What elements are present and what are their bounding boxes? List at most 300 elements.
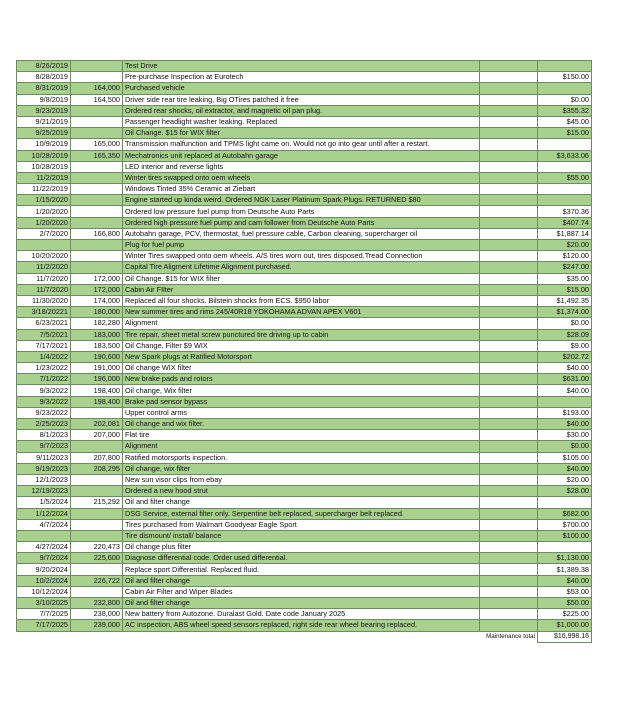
amount-cell: $105.00 [538,452,592,463]
date-cell: 10/28/2019 [17,150,71,161]
amount-cell: $40.00 [538,463,592,474]
amount-cell: $370.36 [538,206,592,217]
blank-cell [480,542,538,553]
blank-cell [480,575,538,586]
date-cell: 1/15/2020 [17,195,71,206]
mileage-cell [71,508,123,519]
description-cell: Purchased vehicle [123,83,480,94]
amount-cell: $100.00 [538,530,592,541]
table-row [17,441,592,452]
description-cell: Driver side rear tire leaking, Big OTires patched it free [123,94,480,105]
mileage-cell: 165,350 [71,150,123,161]
description-cell: Oil change WIX filter [123,363,480,374]
table-row [17,273,592,284]
table-row [17,318,592,329]
date-cell: 7/17/2021 [17,340,71,351]
blank-cell [480,441,538,452]
description-cell: New sun visor clips from ebay [123,474,480,485]
description-cell: Tire dismount/ install/ balance [123,530,480,541]
date-cell: 12/1/2023 [17,474,71,485]
date-cell: 9/21/2019 [17,116,71,127]
description-cell: Windows Tinted 35% Ceramic at Ziebart [123,184,480,195]
date-cell: 7/5/2021 [17,329,71,340]
mileage-cell: 190,600 [71,351,123,362]
mileage-cell: 164,000 [71,83,123,94]
maintenance-log-table [16,60,592,643]
amount-cell: $3,633.06 [538,150,592,161]
date-cell: 10/20/2020 [17,251,71,262]
blank-cell [480,620,538,631]
blank-cell [480,228,538,239]
blank-cell [480,598,538,609]
date-cell: 3/18/20221 [17,307,71,318]
description-cell: Oil and filter change [123,575,480,586]
amount-cell: $50.00 [538,598,592,609]
date-cell: 8/26/2019 [17,61,71,72]
description-cell: Oil Change, Filter $9 WIX [123,340,480,351]
mileage-cell [71,184,123,195]
blank-cell [480,452,538,463]
table-row [17,295,592,306]
description-cell: Alignment [123,318,480,329]
mileage-cell [71,161,123,172]
date-cell: 9/7/2023 [17,441,71,452]
description-cell: Passenger headlight washer leaking. Replaced [123,116,480,127]
date-cell: 8/31/2019 [17,83,71,94]
amount-cell: $15.00 [538,128,592,139]
table-row [17,486,592,497]
table-row [17,240,592,251]
blank-cell [480,497,538,508]
amount-cell [538,542,592,553]
blank-cell [480,105,538,116]
amount-cell: $35.00 [538,273,592,284]
blank-cell [480,240,538,251]
blank-cell [480,586,538,597]
date-cell: 1/23/2022 [17,363,71,374]
table-row [17,206,592,217]
table-row [17,83,592,94]
date-cell: 12/19/2023 [17,486,71,497]
table-row [17,217,592,228]
table-row [17,374,592,385]
mileage-cell [71,240,123,251]
mileage-cell: 183,500 [71,340,123,351]
date-cell: 9/25/2019 [17,128,71,139]
blank-cell [480,94,538,105]
amount-cell: $0.00 [538,441,592,452]
table-row [17,407,592,418]
blank-cell [480,72,538,83]
amount-cell [538,184,592,195]
amount-cell: $55.00 [538,172,592,183]
description-cell: Replace sport Differential. Replaced fluid. [123,564,480,575]
date-cell: 11/7/2020 [17,284,71,295]
table-row [17,452,592,463]
blank-cell [480,61,538,72]
amount-cell: $1,000.00 [538,620,592,631]
description-cell: LED interior and reverse lights [123,161,480,172]
mileage-cell [71,441,123,452]
description-cell: Mechatronics unit replaced at Autobahn garage [123,150,480,161]
table-row [17,553,592,564]
amount-cell [538,497,592,508]
amount-cell: $0.00 [538,94,592,105]
mileage-cell [71,206,123,217]
description-cell: Replaced all four shocks. Bilstein shocks from ECS. $950 labor [123,295,480,306]
description-cell: Brake pad sensor bypass [123,396,480,407]
blank-cell [480,217,538,228]
amount-cell [538,161,592,172]
date-cell: 9/19/2023 [17,463,71,474]
total-amount: $16,998.16 [538,631,592,642]
mileage-cell [71,172,123,183]
description-cell: Ordered low pressure fuel pump from Deutsche Auto Parts [123,206,480,217]
blank-cell [480,474,538,485]
mileage-cell: 164,500 [71,94,123,105]
mileage-cell: 208,295 [71,463,123,474]
date-cell: 7/1/2022 [17,374,71,385]
table-row [17,128,592,139]
table-row [17,575,592,586]
amount-cell [538,396,592,407]
date-cell: 10/2/2024 [17,575,71,586]
table-row [17,307,592,318]
table-row [17,598,592,609]
date-cell: 1/12/2024 [17,508,71,519]
date-cell: 7/7/2025 [17,609,71,620]
table-row [17,508,592,519]
description-cell: Oil change plus filter [123,542,480,553]
description-cell: Winter Tires swapped onto oem wheels. A/S tires worn out, tires disposed.Tread Connection [123,251,480,262]
mileage-cell: 174,000 [71,295,123,306]
description-cell: Flat tire [123,430,480,441]
date-cell [17,530,71,541]
date-cell: 3/10/2025 [17,598,71,609]
table-row [17,419,592,430]
amount-cell: $20.00 [538,240,592,251]
table-row [17,116,592,127]
amount-cell: $631.00 [538,374,592,385]
table-row [17,463,592,474]
amount-cell: $1,374.00 [538,307,592,318]
blank-cell [480,363,538,374]
description-cell: Oil and filter change [123,598,480,609]
table-row [17,497,592,508]
total-row [17,631,592,642]
date-cell: 9/8/2019 [17,94,71,105]
description-cell: Oil change, wix filter [123,463,480,474]
table-row [17,105,592,116]
table-row [17,474,592,485]
blank-cell [480,139,538,150]
description-cell: Ordered rear shocks, oil extractor, and magnetic oil pan plug. [123,105,480,116]
amount-cell: $40.00 [538,575,592,586]
table-row [17,340,592,351]
description-cell: Ordered a new hood strut [123,486,480,497]
date-cell: 11/2/2020 [17,262,71,273]
mileage-cell [71,72,123,83]
blank-cell [480,184,538,195]
blank-cell [480,564,538,575]
mileage-cell: 207,000 [71,430,123,441]
description-cell: Ratified motorsports inspection. [123,452,480,463]
mileage-cell: 220,473 [71,542,123,553]
table-row [17,530,592,541]
description-cell: Cabin Air Filter and Wiper Blades [123,586,480,597]
blank-cell [480,150,538,161]
blank-cell [480,419,538,430]
total-label: Maintenance total [480,631,538,642]
date-cell: 4/27/2024 [17,542,71,553]
date-cell: 11/2/2019 [17,172,71,183]
blank-cell [480,351,538,362]
blank-cell [480,307,538,318]
date-cell: 6/23/2021 [17,318,71,329]
date-cell: 9/20/2024 [17,564,71,575]
mileage-cell [71,61,123,72]
date-cell: 11/22/2019 [17,184,71,195]
blank-cell [480,172,538,183]
date-cell: 1/20/2020 [17,217,71,228]
amount-cell [538,83,592,94]
blank-cell [480,318,538,329]
mileage-cell: 180,000 [71,307,123,318]
description-cell: Pre-purchase Inspection at Eurotech [123,72,480,83]
amount-cell: $202.72 [538,351,592,362]
date-cell: 9/7/2024 [17,553,71,564]
amount-cell: $150.00 [538,72,592,83]
mileage-cell [71,195,123,206]
blank-cell [480,195,538,206]
mileage-cell [71,128,123,139]
table-row [17,385,592,396]
amount-cell: $407.74 [538,217,592,228]
table-row [17,61,592,72]
description-cell: New battery from Autozone. Duralast Gold. Date code January 2025 [123,609,480,620]
mileage-cell: 215,292 [71,497,123,508]
amount-cell: $682.00 [538,508,592,519]
blank-cell [480,329,538,340]
description-cell: Upper control arms [123,407,480,418]
mileage-cell: 172,000 [71,273,123,284]
description-cell: Plug for fuel pump [123,240,480,251]
mileage-cell: 198,400 [71,396,123,407]
blank-cell [480,273,538,284]
date-cell: 10/28/2019 [17,161,71,172]
mileage-cell: 165,000 [71,139,123,150]
amount-cell: $9.00 [538,340,592,351]
blank-cell [480,284,538,295]
blank-cell [480,609,538,620]
table-row [17,351,592,362]
amount-cell: $225.00 [538,609,592,620]
table-row [17,284,592,295]
description-cell: Oil Change. $15 for WIX filter [123,128,480,139]
table-row [17,609,592,620]
amount-cell: $1,130.00 [538,553,592,564]
blank-cell [480,519,538,530]
date-cell [17,240,71,251]
blank-cell [480,385,538,396]
amount-cell: $193.00 [538,407,592,418]
table-row [17,228,592,239]
description-cell: Transmission malfunction and TPMS light came on. Would not go into gear until after a restart. [123,139,480,150]
description-cell: Alignment [123,441,480,452]
description-cell: Capital Tire Aligment Lifetime Alignment purchased. [123,262,480,273]
date-cell: 1/20/2020 [17,206,71,217]
table-row [17,172,592,183]
mileage-cell: 239,000 [71,620,123,631]
description-cell: AC inspection, ABS wheel speed sensors replaced, right side rear wheel bearing replaced. [123,620,480,631]
blank-cell [480,295,538,306]
date-cell: 9/3/2022 [17,396,71,407]
mileage-cell: 207,800 [71,452,123,463]
date-cell: 2/7/2020 [17,228,71,239]
amount-cell: $1,492.35 [538,295,592,306]
description-cell: New brake pads and rotors [123,374,480,385]
amount-cell: $45.00 [538,116,592,127]
description-cell: Diagnose differential code. Order used differential. [123,553,480,564]
mileage-cell: 232,800 [71,598,123,609]
table-row [17,184,592,195]
date-cell: 10/9/2019 [17,139,71,150]
table-row [17,430,592,441]
blank-cell [480,407,538,418]
description-cell: New Spark plugs at Ratified Motorsport [123,351,480,362]
date-cell: 8/28/2019 [17,72,71,83]
description-cell: Cabin Air FIlter [123,284,480,295]
mileage-cell: 196,000 [71,374,123,385]
amount-cell: $40.00 [538,419,592,430]
blank-cell [480,262,538,273]
description-cell: New summer tires and rims 245/40R18 YOKOHAMA ADVAN APEX V601 [123,307,480,318]
table-row [17,564,592,575]
amount-cell: $355.32 [538,105,592,116]
mileage-cell [71,486,123,497]
blank-cell [480,486,538,497]
date-cell: 9/23/2022 [17,407,71,418]
description-cell: Oil and filter change [123,497,480,508]
mileage-cell [71,217,123,228]
date-cell: 9/3/2022 [17,385,71,396]
mileage-cell [71,251,123,262]
amount-cell: $20.00 [538,474,592,485]
table-row [17,251,592,262]
description-cell: Oil Change. $15 for WIX filter [123,273,480,284]
table-row [17,94,592,105]
blank-cell [480,128,538,139]
description-cell: Tire repair, sheet metal screw punctured tire driving up to cabin [123,329,480,340]
blank-cell [480,206,538,217]
blank-cell [480,251,538,262]
table-row [17,72,592,83]
blank-cell [480,530,538,541]
table-row [17,542,592,553]
description-cell: Autobahn garage, PCV, thermostat, fuel pressure cable, Carbon cleaning, supercharger oil [123,228,480,239]
table-row [17,150,592,161]
mileage-cell [71,116,123,127]
amount-cell: $30.00 [538,430,592,441]
date-cell: 1/5/2024 [17,497,71,508]
amount-cell [538,195,592,206]
mileage-cell: 172,000 [71,284,123,295]
description-cell: Winter tires swapped onto oem wheels [123,172,480,183]
blank-cell [480,161,538,172]
amount-cell: $53.00 [538,586,592,597]
table-row [17,329,592,340]
date-cell: 11/7/2020 [17,273,71,284]
mileage-cell [71,519,123,530]
table-row [17,519,592,530]
date-cell: 2/25/2023 [17,419,71,430]
description-cell: Oil change, Wix filter [123,385,480,396]
description-cell: Tires purchased from Walmart Goodyear Eagle Sport [123,519,480,530]
amount-cell: $40.00 [538,385,592,396]
mileage-cell: 225,600 [71,553,123,564]
amount-cell: $15.00 [538,284,592,295]
mileage-cell: 183,000 [71,329,123,340]
amount-cell: $28.00 [538,486,592,497]
amount-cell: $120.00 [538,251,592,262]
maintenance-rows [17,61,592,632]
mileage-cell: 166,800 [71,228,123,239]
mileage-cell [71,407,123,418]
amount-cell: $40.00 [538,363,592,374]
mileage-cell [71,474,123,485]
blank-cell [480,374,538,385]
date-cell: 9/23/2019 [17,105,71,116]
blank-cell [480,83,538,94]
mileage-cell [71,564,123,575]
mileage-cell: 202,081 [71,419,123,430]
mileage-cell [71,105,123,116]
mileage-cell [71,586,123,597]
description-cell: Test Drive [123,61,480,72]
amount-cell: $28.09 [538,329,592,340]
amount-cell: $247.00 [538,262,592,273]
table-row [17,195,592,206]
blank-cell [480,116,538,127]
mileage-cell: 191,000 [71,363,123,374]
description-cell: Engine started up kinda weird. Ordered NGK Laser Platinum Spark Plugs. RETURNED $80 [123,195,480,206]
mileage-cell: 182,280 [71,318,123,329]
blank-cell [480,340,538,351]
date-cell: 8/1/2023 [17,430,71,441]
date-cell: 7/17/2025 [17,620,71,631]
amount-cell: $700.00 [538,519,592,530]
mileage-cell: 198,400 [71,385,123,396]
table-row [17,363,592,374]
mileage-cell [71,262,123,273]
description-cell: Oil change and wix filter. [123,419,480,430]
amount-cell: $0.00 [538,318,592,329]
blank-cell [480,463,538,474]
mileage-cell: 226,722 [71,575,123,586]
date-cell: 10/12/2024 [17,586,71,597]
table-row [17,620,592,631]
blank-cell [480,430,538,441]
blank-cell [480,508,538,519]
table-row [17,586,592,597]
description-cell: DSG Service, external filter only. Serpentine belt replaced, supercharger belt replaced. [123,508,480,519]
blank-cell [480,396,538,407]
mileage-cell: 238,000 [71,609,123,620]
blank-cell [480,553,538,564]
amount-cell: $1,887.14 [538,228,592,239]
table-row [17,396,592,407]
table-row [17,161,592,172]
